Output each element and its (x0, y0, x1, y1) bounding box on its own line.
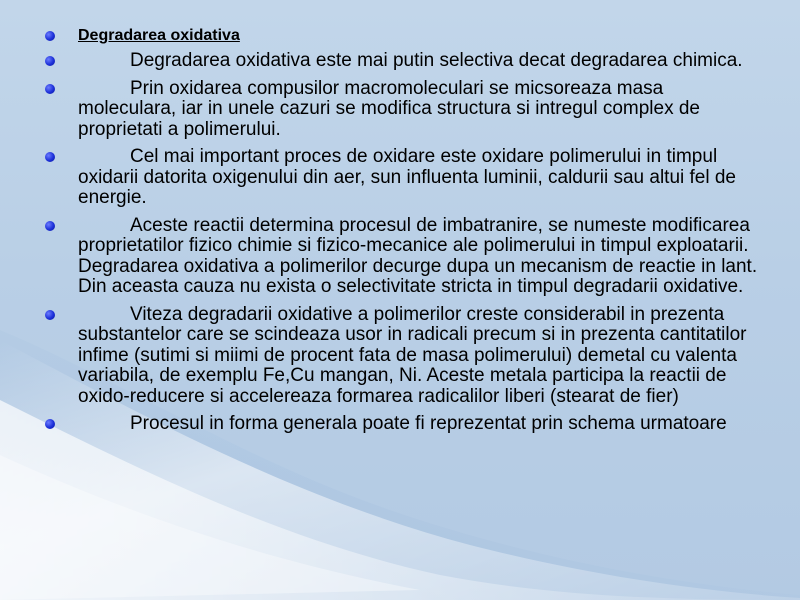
list-item (40, 216, 760, 298)
paragraph-text: Prin oxidarea compusilor macromoleculari se micsoreaza masa moleculara, iar in unele cazuri se modifica structura si intregul complex de proprietati a polimerului. (78, 77, 700, 140)
bullet-icon (45, 84, 55, 94)
list-item (40, 414, 760, 435)
paragraph-text: Degradarea oxidativa este mai putin selectiva decat degradarea chimica. (130, 50, 743, 71)
bullet-icon (45, 31, 55, 41)
bullet-icon (45, 419, 55, 429)
list-item (40, 26, 760, 46)
list-item (40, 305, 760, 408)
list-item (40, 147, 760, 209)
list-item (40, 51, 760, 72)
paragraph-text: Procesul in forma generala poate fi reprezentat prin schema urmatoare (130, 413, 727, 434)
bullet-list (40, 26, 760, 435)
slide-title: Degradarea oxidativa (78, 27, 240, 44)
list-item (40, 79, 760, 141)
bullet-icon (45, 56, 55, 66)
paragraph-text: Cel mai important proces de oxidare este oxidare polimerului in timpul oxidarii datorita oxigenului din aer, sun influenta luminii, caldurii sau altui fel de energie. (78, 146, 736, 208)
slide-content (40, 26, 760, 442)
paragraph-text: Viteza degradarii oxidative a polimerilor creste considerabil in prezenta substantelor care se scindeaza usor in radicali precum si in prezenta cantitatilor infime (sutimi si miimi de procent fata de masa polimerului) demetal cu valenta variabila, de exemplu Fe,Cu mangan, Ni. Aceste metala participa la reactii de oxido-reducere si accelereaza formarea radicalilor liberi (stearat de fier) (78, 303, 747, 407)
bullet-icon (45, 152, 55, 162)
bullet-icon (45, 310, 55, 320)
paragraph-text: Aceste reactii determina procesul de imbatranire, se numeste modificarea proprietatilor fizico chimie si fizico-mecanice ale polimerului in timpul exploatarii. Degradarea oxidativa a polimerilor decurge dupa un mecanism de reactie in lant. Din aceasta cauza nu exista o selectivitate stricta in timpul degradarii oxidative. (78, 214, 758, 297)
bullet-icon (45, 221, 55, 231)
